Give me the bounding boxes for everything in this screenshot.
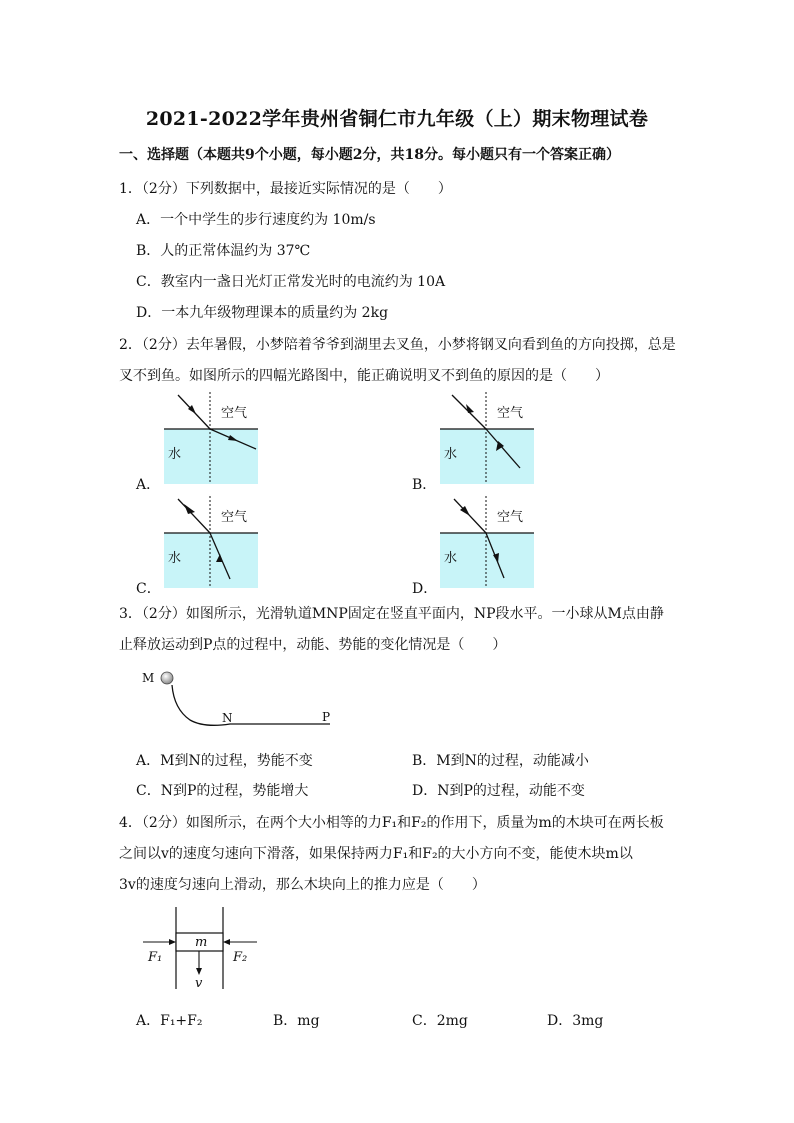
q3-option-b[interactable]: B．M到N的过程，动能减小 (412, 753, 589, 769)
q2-option-a[interactable]: A． (136, 477, 161, 493)
arrow-head (223, 939, 230, 945)
air-label: 空气 (497, 406, 524, 421)
q2-diagram-c (164, 496, 264, 588)
q2-diagram-a (164, 392, 264, 484)
q1-option-c[interactable]: C．教室内一盏日光灯正常发光时的电流约为 10A (136, 274, 446, 290)
label-v: v (195, 976, 203, 991)
q3-stem-line1: 3．（2分）如图所示，光滑轨道MNP固定在竖直平面内，NP段水平。一小球从M点由静 (119, 606, 664, 622)
section-heading: 一、选择题（本题共9个小题，每小题2分，共18分。每小题只有一个答案正确） (119, 147, 620, 163)
ray-arrow (184, 504, 195, 514)
q2-diagram-b (440, 392, 540, 484)
q2-diagram-d (440, 496, 540, 588)
q3-option-c[interactable]: C．N到P的过程，势能增大 (136, 783, 309, 799)
label-p: P (322, 710, 331, 724)
label-f1: F₁ (148, 950, 163, 965)
label-m: M (142, 671, 155, 685)
arrow-head (169, 939, 176, 945)
ball (161, 672, 173, 684)
q1-option-a[interactable]: A．一个中学生的步行速度约为 10m/s (136, 212, 376, 228)
q1-option-b[interactable]: B．人的正常体温约为 37℃ (136, 243, 311, 259)
q3-option-a[interactable]: A．M到N的过程，势能不变 (136, 753, 313, 769)
label-n: N (222, 711, 233, 725)
q4-block-diagram (140, 907, 265, 991)
air-label: 空气 (497, 510, 524, 525)
q4-stem-line3: 3v的速度匀速向上滑动，那么木块向上的推力应是（ ） (119, 877, 486, 893)
water-label: 水 (444, 447, 458, 462)
label-f2: F₂ (233, 950, 248, 965)
q3-stem-line2: 止释放运动到P点的过程中，动能、势能的变化情况是（ ） (119, 637, 507, 653)
q3-option-d[interactable]: D．N到P的过程，动能不变 (412, 783, 585, 799)
q4-option-a[interactable]: A．F₁+F₂ (136, 1013, 203, 1029)
q2-option-c[interactable]: C． (136, 581, 161, 597)
q4-option-d[interactable]: D．3mg (547, 1013, 604, 1029)
air-label: 空气 (221, 510, 248, 525)
q4-stem-line2: 之间以v的速度匀速向下滑落，如果保持两力F₁和F₂的大小方向不变，能使木块m以 (119, 846, 633, 862)
q1-stem: 1．（2分）下列数据中，最接近实际情况的是（ ） (119, 181, 452, 197)
q1-option-d[interactable]: D．一本九年级物理课本的质量约为 2kg (136, 305, 389, 321)
label-m: m (195, 935, 208, 950)
air-label: 空气 (221, 406, 248, 421)
arrow-head (196, 968, 202, 975)
q4-option-c[interactable]: C．2mg (412, 1013, 468, 1029)
track-mnp (172, 685, 330, 725)
ray-arrow (466, 404, 474, 413)
light-ray (178, 499, 210, 533)
page-title: 2021-2022学年贵州省铜仁市九年级（上）期末物理试卷 (145, 108, 649, 130)
water-label: 水 (444, 551, 458, 566)
q2-option-d[interactable]: D． (412, 581, 438, 597)
q2-option-b[interactable]: B． (412, 477, 437, 493)
water-label: 水 (168, 551, 182, 566)
q4-stem-line1: 4．（2分）如图所示，在两个大小相等的力F₁和F₂的作用下，质量为m的木块可在两长板 (119, 815, 664, 831)
q2-stem-line2: 叉不到鱼。如图所示的四幅光路图中，能正确说明叉不到鱼的原因的是（ ） (119, 368, 609, 384)
q2-stem-line1: 2．（2分）去年暑假，小梦陪着爷爷到湖里去叉鱼，小梦将钢叉向看到鱼的方向投掷，总是 (119, 337, 676, 353)
q3-track-diagram (138, 666, 348, 738)
water-label: 水 (168, 447, 182, 462)
q4-option-b[interactable]: B．mg (273, 1013, 320, 1029)
